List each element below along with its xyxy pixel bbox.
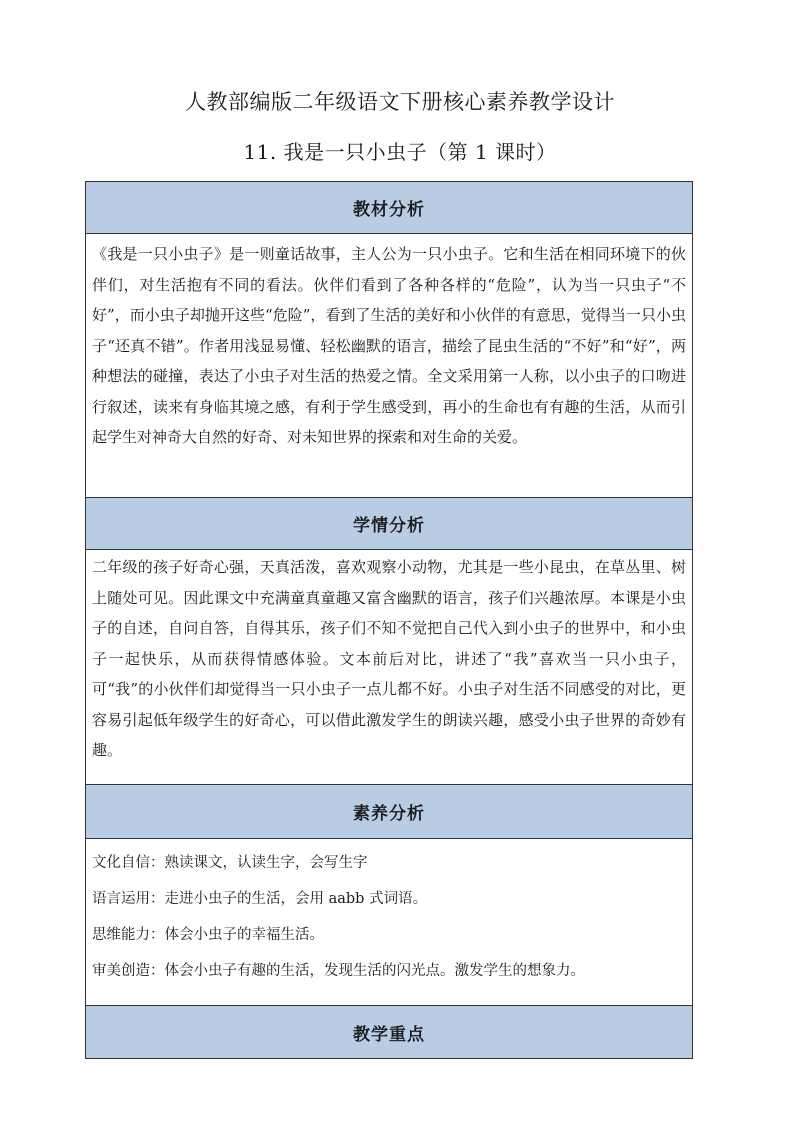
literacy-analysis-list: [86, 839, 692, 1006]
literacy-item-thinking: 思维能力：体会小虫子的幸福生活。: [92, 927, 324, 943]
document-title: 人教部编版二年级语文下册核心素养教学设计: [185, 90, 615, 114]
literacy-item-aesthetics: 审美创造：体会小虫子有趣的生活，发现生活的闪光点。激发学生的想象力。: [92, 963, 585, 979]
literacy-item-culture: 文化自信：熟读课文，认读生字，会写生字: [92, 855, 368, 871]
material-analysis-text: 《我是一只小虫子》是一则童话故事，主人公为一只小虫子。它和生活在相同环境下的伙伴们，对生活抱有不同的看法。伙伴们看到了各种各样的“危险”，认为当一只虫子“不好”，而小虫子却抛开这些“危险”，看到了生活的美好和小伙伴的有意思，觉得当一只小虫子“还真不错”。作者用浅显易懂、轻松幽默的语言，描绘了昆虫生活的“不好”和“好”，两种想法的碰撞，表达了小虫子对生活的热爱之情。全文采用第一人称，以小虫子的口吻进行叙述，读来有身临其境之感，有利于学生感受到，再小的生命也有有趣的生活，从而引起学生对神奇大自然的好奇、对未知世界的探索和对生命的关爱。: [86, 234, 692, 498]
literacy-item-language: 语言运用：走进小虫子的生活，会用 aabb 式词语。: [92, 891, 428, 907]
literacy-analysis-heading: 素养分析: [86, 785, 692, 839]
student-analysis-heading: 学情分析: [86, 498, 692, 550]
material-analysis-heading: 教材分析: [86, 182, 692, 234]
lesson-design-table: [85, 181, 693, 1059]
teaching-focus-heading: 教学重点: [86, 1006, 692, 1058]
lesson-title: 11. 我是一只小虫子（第 1 课时）: [243, 140, 557, 164]
student-analysis-text: 二年级的孩子好奇心强，天真活泼，喜欢观察小动物，尤其是一些小昆虫，在草丛里、树上随处可见。因此课文中充满童真童趣又富含幽默的语言，孩子们兴趣浓厚。本课是小虫子的自述，自问自答，自得其乐，孩子们不知不觉把自己代入到小虫子的世界中，和小虫子一起快乐，从而获得情感体验。文本前后对比，讲述了“我”喜欢当一只小虫子，可“我”的小伙伴们却觉得当一只小虫子一点儿都不好。小虫子对生活不同感受的对比，更容易引起低年级学生的好奇心，可以借此激发学生的朗读兴趣，感受小虫子世界的奇妙有趣。: [86, 550, 692, 785]
